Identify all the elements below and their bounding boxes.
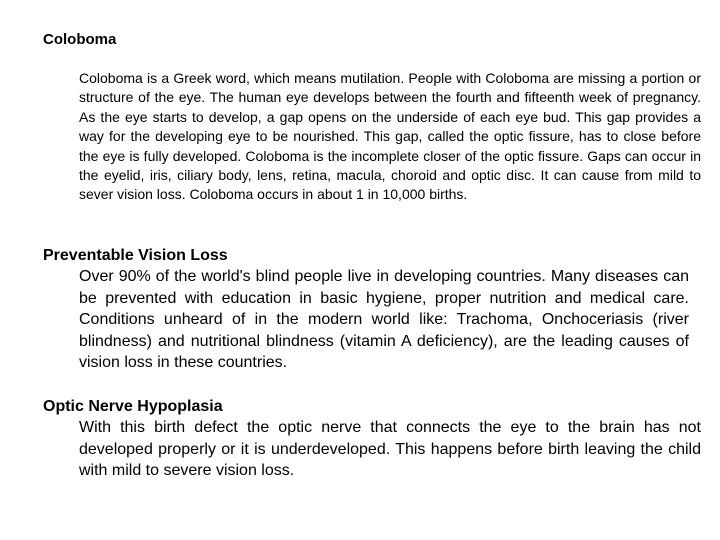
paragraph-preventable-vision-loss: Over 90% of the world's blind people live in developing countries. Many diseases can be prevented with education in basic hygiene, proper nutrition and medical care. Conditions unheard of in the modern world like: Trachoma, Onchoceriasis (river blindness) and nutritional blindness (vitamin A deficiency), are the leading causes of vision loss in these countries. — [79, 268, 689, 372]
paragraph-optic-nerve-hypoplasia: With this birth defect the optic nerve that connects the eye to the brain has not developed properly or it is underdeveloped. This happens before birth leaving the child with mild to severe vision loss. — [79, 419, 701, 480]
paragraph-coloboma: Coloboma is a Greek word, which means mutilation. People with Coloboma are missing a portion or structure of the eye. The human eye develops between the fourth and fifteenth week of pregnancy. As the eye starts to develop, a gap opens on the underside of each eye bud. This gap provides a way for the developing eye to be nourished. This gap, called the optic fissure, has to close before the eye is fully developed. Coloboma is the incomplete closer of the optic fissure. Gaps can occur in the eyelid, iris, ciliary body, lens, retina, macula, choroid and optic disc. It can cause from mild to sever vision loss. Coloboma occurs in about 1 in 10,000 births. — [79, 70, 701, 203]
section-coloboma — [43, 30, 701, 205]
heading-preventable-vision-loss: Preventable Vision Loss — [43, 247, 228, 264]
section-preventable-vision-loss — [43, 245, 689, 374]
heading-coloboma: Coloboma — [43, 31, 117, 48]
heading-optic-nerve-hypoplasia: Optic Nerve Hypoplasia — [43, 398, 223, 415]
section-optic-nerve-hypoplasia — [43, 396, 701, 482]
